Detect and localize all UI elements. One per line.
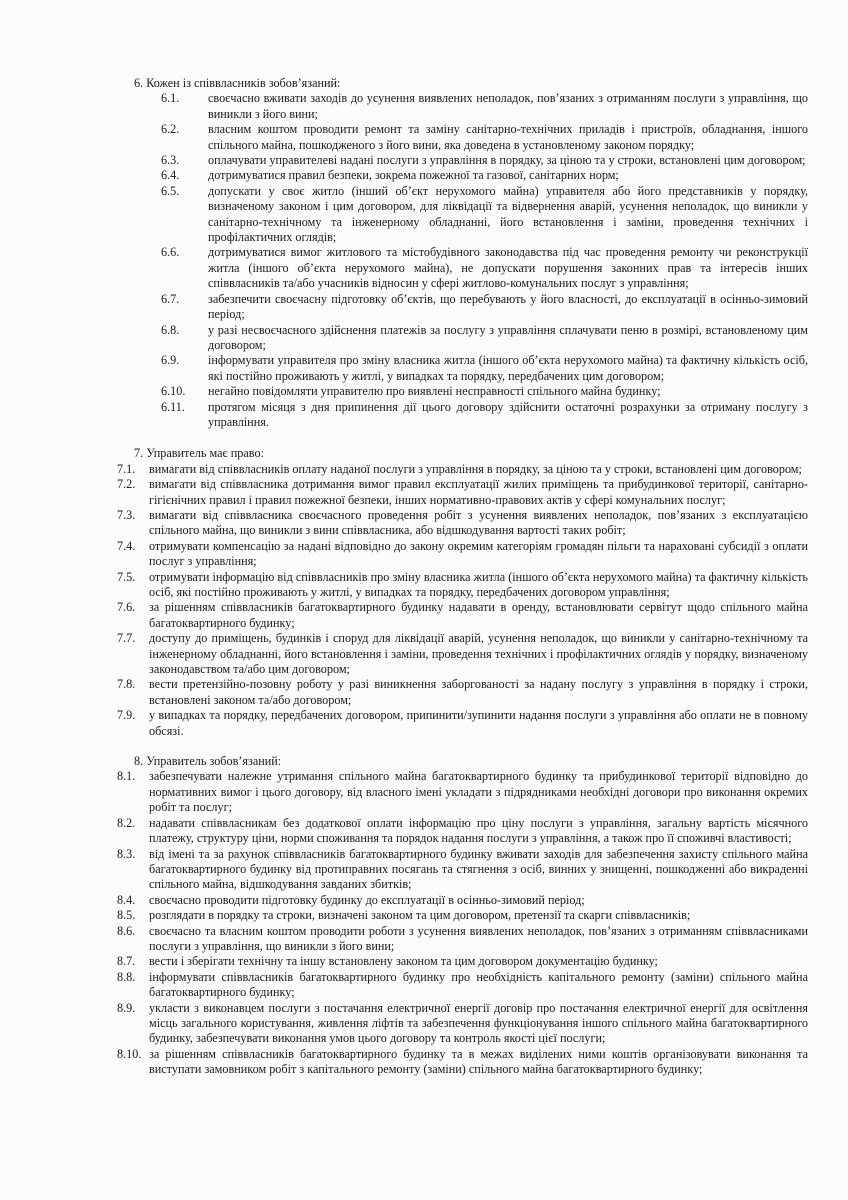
item-number: 7.4. <box>117 538 136 553</box>
list-item <box>0 353 808 384</box>
item-text: отримувати інформацію від співвласників про зміну власника житла (іншого об’єкта нерухомого майна) та фактичну кількість осіб, які постійно проживають у житлі, у випадках та порядку, передбачених договором управління; <box>149 569 808 599</box>
item-number: 7.7. <box>117 631 136 646</box>
item-text: укласти з виконавцем послуги з постачання електричної енергії договір про постачання електричної енергії для освітлення місць загального користування, живлення ліфтів та забезпечення функціонування іншого спільного майна багатоквартирного будинку, забезпечувати виконання умов цього договору та контроль якості цієї послуги; <box>149 1000 808 1046</box>
item-text: забезпечити своєчасну підготовку об’єктів, що перебувають у його власності, до експлуатації в осінньо-зимовий період; <box>208 291 808 322</box>
item-number: 6.10. <box>161 384 186 399</box>
list-item <box>0 893 808 908</box>
item-text: інформувати управителя про зміну власника житла (іншого об’єкта нерухомого майна) та фактичну кількість осіб, які постійно проживають у житлі, у випадках та порядку, передбачених цим договором; <box>208 353 808 383</box>
item-number: 8.5. <box>117 908 136 923</box>
item-number: 7.6. <box>117 600 136 615</box>
item-text: вести і зберігати технічну та іншу встановлену законом та цим договором документацію будинку; <box>149 954 658 969</box>
item-number: 8.10. <box>117 1046 142 1061</box>
item-text: вести претензійно-позовну роботу у разі виникнення заборгованості за надану послугу з управління в порядку і строки, встановлені законом та/або договором; <box>149 677 808 707</box>
item-text: отримувати компенсацію за надані відповідно до закону окремим категоріям громадян пільги та нараховані субсидії з оплати послуг з управління; <box>149 538 808 569</box>
section-6 <box>0 76 808 430</box>
item-text: за рішенням співвласників багатоквартирного будинку та в межах виділених ними коштів організовувати виконання та виступати замовником робіт з капітального ремонту (заміни) спільного майна багатоквартирного будинку; <box>149 1046 808 1077</box>
list-item <box>0 184 808 246</box>
item-text: інформувати співвласників багатоквартирного будинку про необхідність капітального ремонту (заміни) спільного майна багатоквартирного будинку; <box>149 969 808 1000</box>
item-text: вимагати від співвласників оплату наданої послуги з управління в порядку, за ціною та у строки, встановлені цим договором; <box>149 461 802 476</box>
list-item <box>0 91 808 122</box>
item-number: 8.3. <box>117 846 136 861</box>
list-item <box>0 384 808 399</box>
item-number: 7.2. <box>117 477 136 492</box>
item-text: власним коштом проводити ремонт та заміну санітарно-технічних приладів і пристроїв, обладнання, іншого спільного майна, пошкодженого з його вини, яка доведена в установленому законом порядку; <box>208 122 808 152</box>
list-item <box>0 400 808 431</box>
item-number: 7.3. <box>117 507 136 522</box>
item-text: у випадках та порядку, передбачених договором, припинити/зупинити надання послуги з управління або оплати не в повному обсязі. <box>149 708 808 738</box>
item-text: своєчасно вживати заходів до усунення виявлених неполадок, пов’язаних з отриманням послуги з управління, що виникли з його вини; <box>208 91 808 121</box>
item-number: 8.7. <box>117 954 136 969</box>
item-number: 6.5. <box>161 183 180 198</box>
item-number: 6.7. <box>161 291 180 306</box>
item-number: 8.4. <box>117 892 136 907</box>
list-item <box>0 708 808 739</box>
item-text: оплачувати управителеві надані послуги з управління в порядку, за ціною та у строки, встановлені цим договором; <box>208 153 806 168</box>
item-number: 6.4. <box>161 168 180 183</box>
item-number: 6.3. <box>161 153 180 168</box>
item-text: забезпечувати належне утримання спільного майна багатоквартирного будинку та прибудинкової території відповідно до нормативних вимог і цього договору, від власного імені укладати з підрядниками необхідні договори про виконання окремих робіт та послуг; <box>149 769 808 815</box>
list-item <box>0 970 808 1001</box>
item-text: допускати у своє житло (інший об’єкт нерухомого майна) управителя або його представників у порядку, визначеному законом і цим договором, для ліквідації та відвернення аварій, усунення неполадок, що виникли у санітарно-технічному та інженерному обладнанні, його встановлення і заміни, проведення технічних і профілактичних оглядів; <box>208 183 808 245</box>
list-item <box>0 600 808 631</box>
list-item <box>0 631 808 677</box>
section-heading: 6. Кожен із співвласників зобов’язаний: <box>134 76 341 90</box>
item-text: надавати співвласникам без додаткової оплати інформацію про ціну послуги з управління, загальну вартість місячного платежу, структуру ціни, норми споживання та порядок надання послуги з управління, а також про її споживчі властивості; <box>149 815 808 846</box>
item-number: 6.9. <box>161 353 180 368</box>
list-item <box>0 245 808 291</box>
item-number: 7.8. <box>117 677 136 692</box>
list-item <box>0 924 808 955</box>
item-text: дотримуватися правил безпеки, зокрема пожежної та газової, санітарних норм; <box>208 168 619 183</box>
item-number: 6.1. <box>161 91 180 106</box>
list-item <box>0 508 808 539</box>
item-number: 8.8. <box>117 969 136 984</box>
item-number: 8.6. <box>117 923 136 938</box>
list-item <box>0 1047 808 1078</box>
item-number: 6.6. <box>161 245 180 260</box>
list-item <box>0 122 808 153</box>
item-text: від імені та за рахунок співвласників багатоквартирного будинку вживати заходів для забезпечення захисту спільного майна багатоквартирного будинку від протиправних посягань та стягнення з осіб, винних у знищенні, пошкодженні або викраденні спільного майна, відшкодування завданих збитків; <box>149 846 808 892</box>
list-item <box>0 168 808 183</box>
item-text: своєчасно та власним коштом проводити роботи з усунення виявлених неполадок, пов’язаних з отриманням співвласниками послуги з управління, що виникли з його вини; <box>149 923 808 953</box>
list-item <box>0 769 808 815</box>
item-number: 8.1. <box>117 769 136 784</box>
list-item <box>0 816 808 847</box>
item-text: розглядати в порядку та строки, визначені законом та цим договором, претензії та скарги співвласників; <box>149 908 691 923</box>
list-item <box>0 954 808 969</box>
item-text: своєчасно проводити підготовку будинку до експлуатації в осінньо-зимовий період; <box>149 892 585 907</box>
list-item <box>0 539 808 570</box>
item-text: доступу до приміщень, будинків і споруд для ліквідації аварій, усунення неполадок, що виникли у санітарно-технічному та інженерному обладнанні, його встановлення і заміни, проведення технічних і профілактичних оглядів у порядку, визначеному законодавством та/або цим договором; <box>149 631 808 677</box>
list-item <box>0 570 808 601</box>
section-heading: 8. Управитель зобов’язаний: <box>134 754 282 769</box>
section-8 <box>0 754 808 1078</box>
list-item <box>0 292 808 323</box>
list-item <box>0 677 808 708</box>
section-heading: 7. Управитель має право: <box>134 446 264 461</box>
item-number: 6.11. <box>161 399 185 414</box>
item-text: дотримуватися вимог житлового та містобудівного законодавства під час проведення ремонту чи реконструкції житла (іншого об’єкта нерухомого майна), не допускати порушення законних прав та інтересів інших співвласників та/або учасників відносин у сфері житлово-комунальних послуг з управління; <box>208 245 808 291</box>
item-text: протягом місяця з дня припинення дії цього договору здійснити остаточні розрахунки за отриману послугу з управління. <box>208 399 808 429</box>
item-number: 7.5. <box>117 569 136 584</box>
list-item <box>0 1001 808 1047</box>
item-text: за рішенням співвласників багатоквартирного будинку надавати в оренду, встановлювати сервітут щодо спільного майна багатоквартирного будинку; <box>149 600 808 630</box>
item-text: негайно повідомляти управителю про виявлені несправності спільного майна будинку; <box>208 384 661 399</box>
list-item <box>0 323 808 354</box>
item-number: 6.2. <box>161 122 180 137</box>
list-item <box>0 847 808 893</box>
item-number: 6.8. <box>161 322 180 337</box>
item-number: 7.9. <box>117 708 136 723</box>
list-item <box>0 153 808 168</box>
item-number: 8.9. <box>117 1000 136 1015</box>
item-number: 7.1. <box>117 461 136 476</box>
list-item <box>0 908 808 923</box>
item-text: вимагати від співвласника дотримання вимог правил експлуатації жилих приміщень та прибудинкової території, санітарно-гігієнічних правил і правил пожежної безпеки, інших нормативно-правових актів у сфері комунальних послуг; <box>149 477 808 507</box>
item-text: вимагати від співвласника своєчасного проведення робіт з усунення виявлених неполадок, пов’язаних з експлуатацією спільного майна, що виникли з вини співвласника, або відшкодування вартості таких робіт; <box>149 507 808 538</box>
section-7 <box>0 446 808 739</box>
item-text: у разі несвоєчасного здійснення платежів за послугу з управління сплачувати пеню в розмірі, встановленому цим договором; <box>208 322 808 352</box>
item-number: 8.2. <box>117 815 136 830</box>
list-item <box>0 462 808 477</box>
list-item <box>0 477 808 508</box>
